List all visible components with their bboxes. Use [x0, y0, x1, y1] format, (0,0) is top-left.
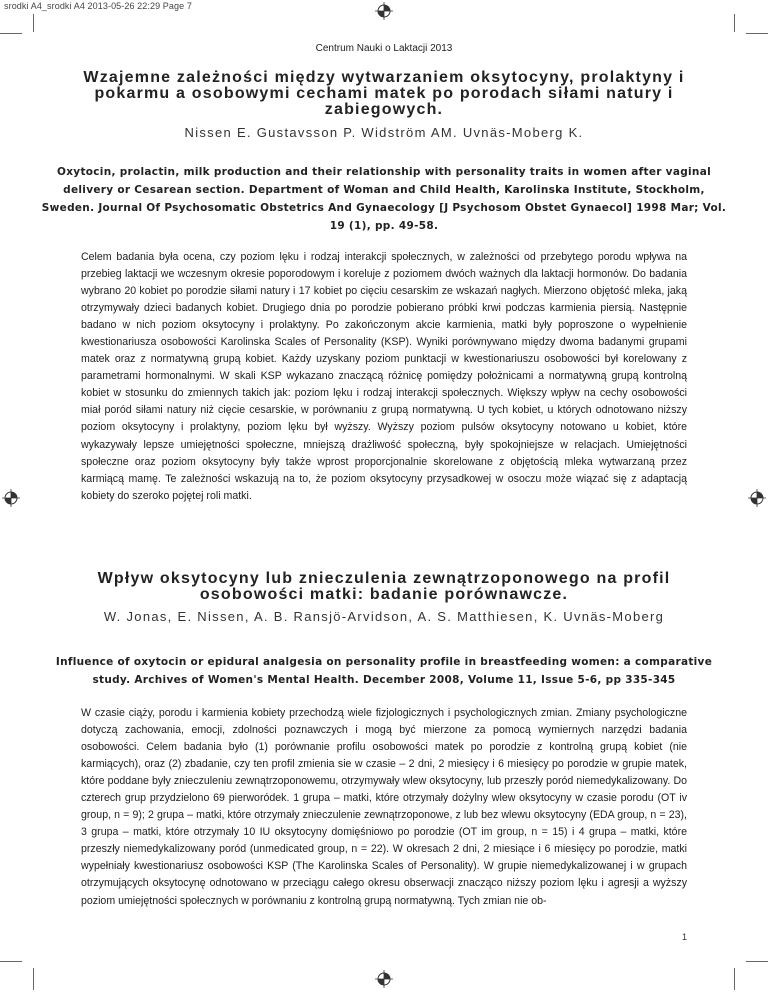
- article-2-reference: Influence of oxytocin or epidural analgesia on personality profile in breastfeeding women: a comparative study. Archives of Women's Mental Health. December 2008, Volume 11, Issue 5-6, pp 335-345: [55, 656, 713, 686]
- registration-mark-top: [375, 2, 393, 20]
- running-header: Centrum Nauki o Laktacji 2013: [315, 43, 453, 54]
- article-1-title: Wzajemne zależności między wytwarzaniem oksytocyny, prolaktyny i pokarmu a osobowymi cechami matek po porodach siłami natury i zabiegowych.: [83, 69, 685, 118]
- crop-mark-bottom-left: [0, 961, 22, 962]
- crop-mark-bottom-right-v: [734, 968, 735, 990]
- crop-mark-bottom-right: [746, 961, 768, 962]
- print-slug: srodki A4_srodki A4 2013-05-26 22:29 Page 7: [4, 1, 192, 11]
- crop-mark-top-left: [0, 33, 22, 34]
- article-2-abstract: W czasie ciąży, porodu i karmienia kobiety przechodzą wiele fizjologicznych i psychologicznych zmian. Zmiany psychologiczne dotyczą zachowania, emocji, zdolności poznawczych i mogą być mierzone za pomocą wymiernych narzędzi badania osobowości. Celem badania było (1) porównanie profilu osobowości matek po porodzie z kontrolną grupą kobiet (nie karmiących), oraz (2) zbadanie, czy ten profil zmienia sie w czasie – 2 dni, 2 miesięcy i 6 miesięcy po porodzie w grupie matek, które poddane były znieczuleniu zewnątrzoponowemu, otrzymywały wlew oksytocyny, lub przeszły poród niemedykalizowany. Do czterech grup przydzielono 69 pierworódek. 1 grupa – matki, które otrzymały dożylny wlew oksytocyny w czasie porodu (OT iv group, n = 9); 2 grupa – matki, które otrzymały znieczulenie zewnątrzoponowe, z lub bez wlewu oksytocyny (EDA group, n = 23), 3 grupa – matki, które otrzymały 10 IU oksytocyny domięśniowo po porodzie (OT im group, n = 15) i 4 grupa – matki, które przeszły niemedykalizowany poród (unmedicated group, n = 22). W okresach 2 dni, 2 miesiące i 6 miesięcy po porodzie, matki wypełniały kwestionariusz osobowości KSP (The Karolinska Scales of Personality). W grupie niemedykalizowanej i w grupach otrzymujących oksytocynę odnotowano w przeciągu całego okresu obserwacji znacząco niższy poziom lęku i agresji a wyższy poziom umiejętności społecznych w porównaniu z kontrolną grupą normatywną. Tych zmian nie ob-: [81, 707, 687, 907]
- article-1-reference: Oxytocin, prolactin, milk production and their relationship with personality traits in women after vaginal delivery or Cesarean section. Department of Woman and Child Health, Karolinska Institute, Stockholm, Sweden. Journal Of Psychosomatic Obstetrics And Gynaecology [J Psychosom Obstet Gynaecol] 1998 Mar; Vol. 19 (1), pp. 49-58.: [41, 166, 727, 232]
- registration-mark-left: [2, 489, 20, 507]
- registration-mark-bottom: [375, 970, 393, 988]
- crop-mark-top-left-v: [33, 14, 34, 32]
- crop-mark-top-right: [746, 33, 768, 34]
- crop-mark-top-right-v: [734, 14, 735, 32]
- article-1-authors: Nissen E. Gustavsson P. Widström AM. Uvnäs-Moberg K.: [184, 125, 584, 140]
- article-1-abstract: Celem badania była ocena, czy poziom lęku i rodzaj interakcji społecznych, w zależności od przebytego porodu wpływa na przebieg laktacji we wczesnym okresie poporodowym i koreluje z poziomem dwóch ważnych dla laktacji hormonów. Do badania wybrano 20 kobiet po porodzie siłami natury i 17 kobiet po cięciu cesarskim ze wskazań nagłych. Mierzono objętość mleka, jaką otrzymywały dzieci badanych kobiet. Drugiego dnia po porodzie pobierano próbki krwi podczas karmienia piersią. Następnie badano w nich poziom oksytocyny i prolaktyny. Po zakończonym akcie karmienia, matki były poproszone o wypełnienie kwestionariusza osobowości Karolinska Scales of Personality (KSP). Wyniki porównywano między dwoma badanymi grupami matek oraz z normatywną grupą kobiet. Każdy uzyskany poziom punktacji w kwestionariuszu osobowości był korelowany z parametrami hormonalnymi. W skali KSP wykazano znaczącą różnicę pomiędzy położnicami a normatywną grupą kontrolną kobiet w stosunku do zmiennych takich jak: poziom lęku i rodzaj interakcji społecznych. Większy wpływ na cechy osobowości miał poród siłami natury niż cięcie cesarskie, w porównaniu z grupą normatywną. U tych kobiet, u których odnotowano niższy poziom oksytocyny i prolaktyny, poziom lęku był wyższy. Wyższy poziom pulsów oksytocyny notowano u kobiet, które wykazywały lepsze umiejętności społeczne, mniejszą drażliwość społeczną, były spokojniejsze w relacjach. Umiejętności społeczne oraz poziom oksytocyny były także wprost proporcjonalnie skorelowane z objętością mleka wytwarzaną przez karmiącą mamę. Te zależności wskazują na to, że poziom oksytocyny przysadkowej w osoczu może wiązać się z adaptacją kobiety do szeroko pojętej roli matki.: [81, 251, 687, 502]
- page-number: 1: [681, 932, 687, 942]
- article-2-title: Wpływ oksytocyny lub znieczulenia zewnątrzoponowego na profil osobowości matki: badanie porównawcze.: [97, 570, 671, 603]
- crop-mark-bottom-left-v: [33, 968, 34, 990]
- registration-mark-right: [748, 489, 766, 507]
- article-2-authors: W. Jonas, E. Nissen, A. B. Ransjö-Arvidson, A. S. Matthiesen, K. Uvnäs-Moberg: [103, 609, 665, 624]
